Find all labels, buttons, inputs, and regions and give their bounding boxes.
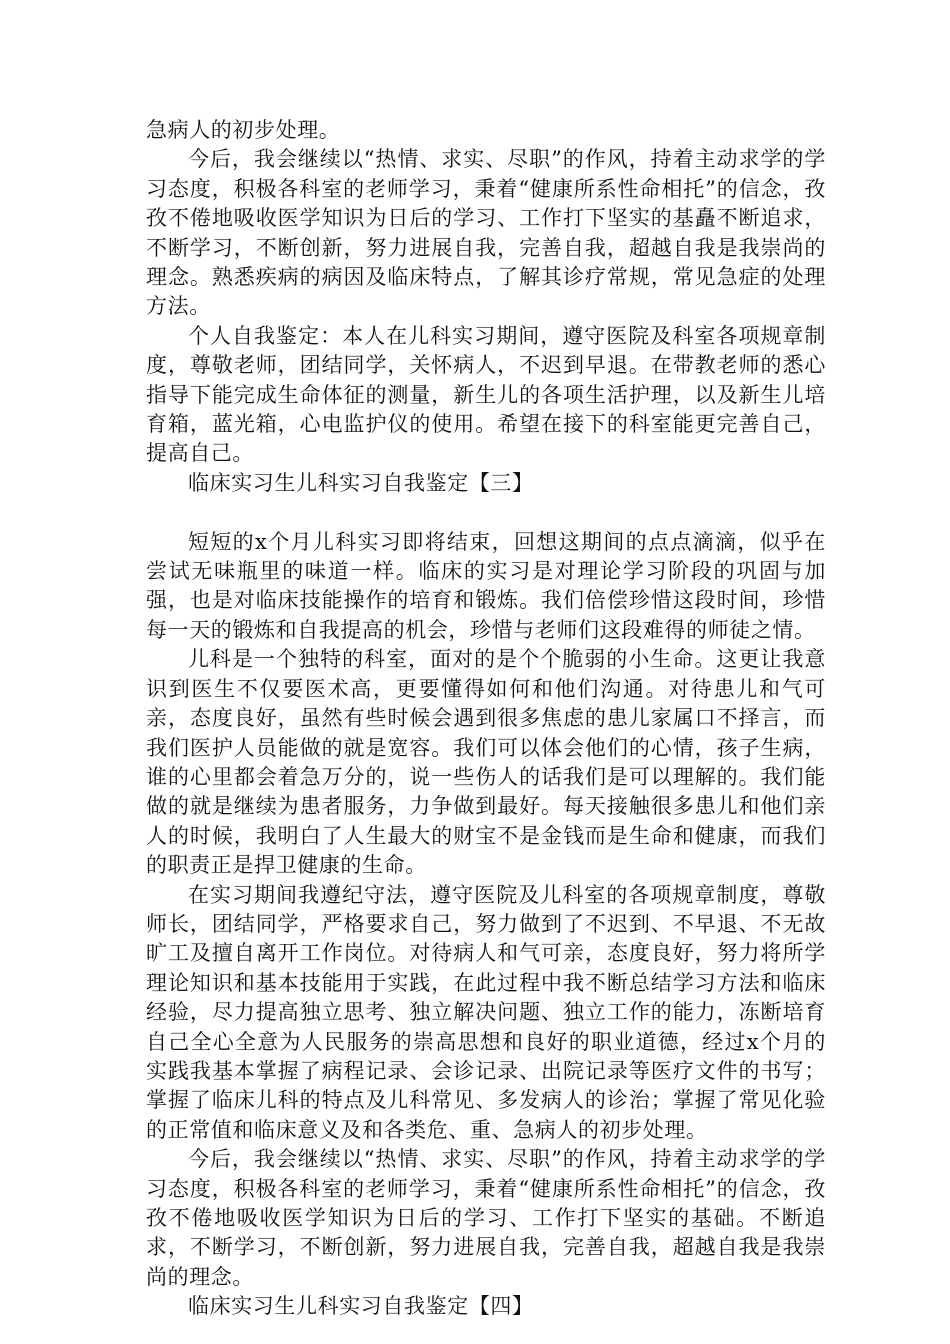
section-heading-four: 临床实习生儿科实习自我鉴定【四】 [188, 1294, 534, 1319]
paragraph-internship-intro: 短短的x个月儿科实习即将结束，回想这期间的点点滴滴，似乎在尝试无味瓶里的味道一样。临床的实习是对理论学习阶段的巩固与加强，也是对临床技能操作的培育和锻炼。我们倍偿珍惜这段时间，珍惜每一天的锻炼和自我提高的机会，珍惜与老师们这段难得的师徒之情。 [146, 529, 826, 642]
paragraph-future-plans: 今后，我会继续以“热情、求实、尽职”的作风，持着主动求学的学习态度，积极各科室的老师学习，秉着“健康所系性命相托”的信念，孜孜不倦地吸收医学知识为日后的学习、工作打下坚实的基矗不断追求，不断学习，不断创新，努力进展自我，完善自我，超越自我是我崇尚的理念。熟悉疾病的病因及临床特点，了解其诊疗常规，常见急症的处理方法。 [146, 147, 826, 319]
paragraph-continuation: 急病人的初步处理。 [146, 118, 341, 142]
blank-line [146, 498, 826, 527]
section-heading-three: 临床实习生儿科实习自我鉴定【三】 [188, 470, 534, 495]
paragraph-pediatrics: 儿科是一个独特的科室，面对的是个个脆弱的小生命。这更让我意识到医生不仅要医术高，更要懂得如何和他们沟通。对待患儿和气可亲，态度良好，虽然有些时候会遇到很多焦虑的患儿家属口不择言，而我们医护人员能做的就是宽容。我们可以体会他们的心情，孩子生病，谁的心里都会着急万分的，说一些伤人的话我们是可以理解的。我们能做的就是继续为患者服务，力争做到最好。每天接触很多患儿和他们亲人的时候，我明白了人生最大的财宝不是金钱而是生命和健康，而我们的职责正是捍卫健康的生命。 [146, 647, 826, 878]
paragraph-future-plans-2: 今后，我会继续以“热情、求实、尽职”的作风，持着主动求学的学习态度，积极各科室的老师学习，秉着“健康所系性命相托”的信念，孜孜不倦地吸收医学知识为日后的学习、工作打下坚实的基础。不断追求，不断学习，不断创新，努力进展自我，完善自我，超越自我是我崇尚的理念。 [146, 1147, 826, 1289]
paragraph-self-assessment: 个人自我鉴定：本人在儿科实习期间，遵守医院及科室各项规章制度，尊敬老师，团结同学，关怀病人，不迟到早退。在带教老师的悉心指导下能完成生命体征的测量，新生儿的各项生活护理，以及新生儿培育箱，蓝光箱，心电监护仪的使用。希望在接下的科室能更完善自己，提高自己。 [146, 323, 826, 466]
document-page [146, 116, 826, 1322]
paragraph-conduct: 在实习期间我遵纪守法，遵守医院及儿科室的各项规章制度，尊敬师长，团结同学，严格要求自己，努力做到了不迟到、不早退、不无故旷工及擅自离开工作岗位。对待病人和气可亲，态度良好，努力将所学理论知识和基本技能用于实践，在此过程中我不断总结学习方法和临床经验，尽力提高独立思考、独立解决问题、独立工作的能力，冻断培育自己全心全意为人民服务的崇高思想和良好的职业道德，经过x个月的实践我基本掌握了病程记录、会诊记录、出院记录等医疗文件的书写；掌握了临床儿科的特点及儿科常见、多发病人的诊治；掌握了常见化验的正常值和临床意义及和各类危、重、急病人的初步处理。 [146, 882, 826, 1142]
